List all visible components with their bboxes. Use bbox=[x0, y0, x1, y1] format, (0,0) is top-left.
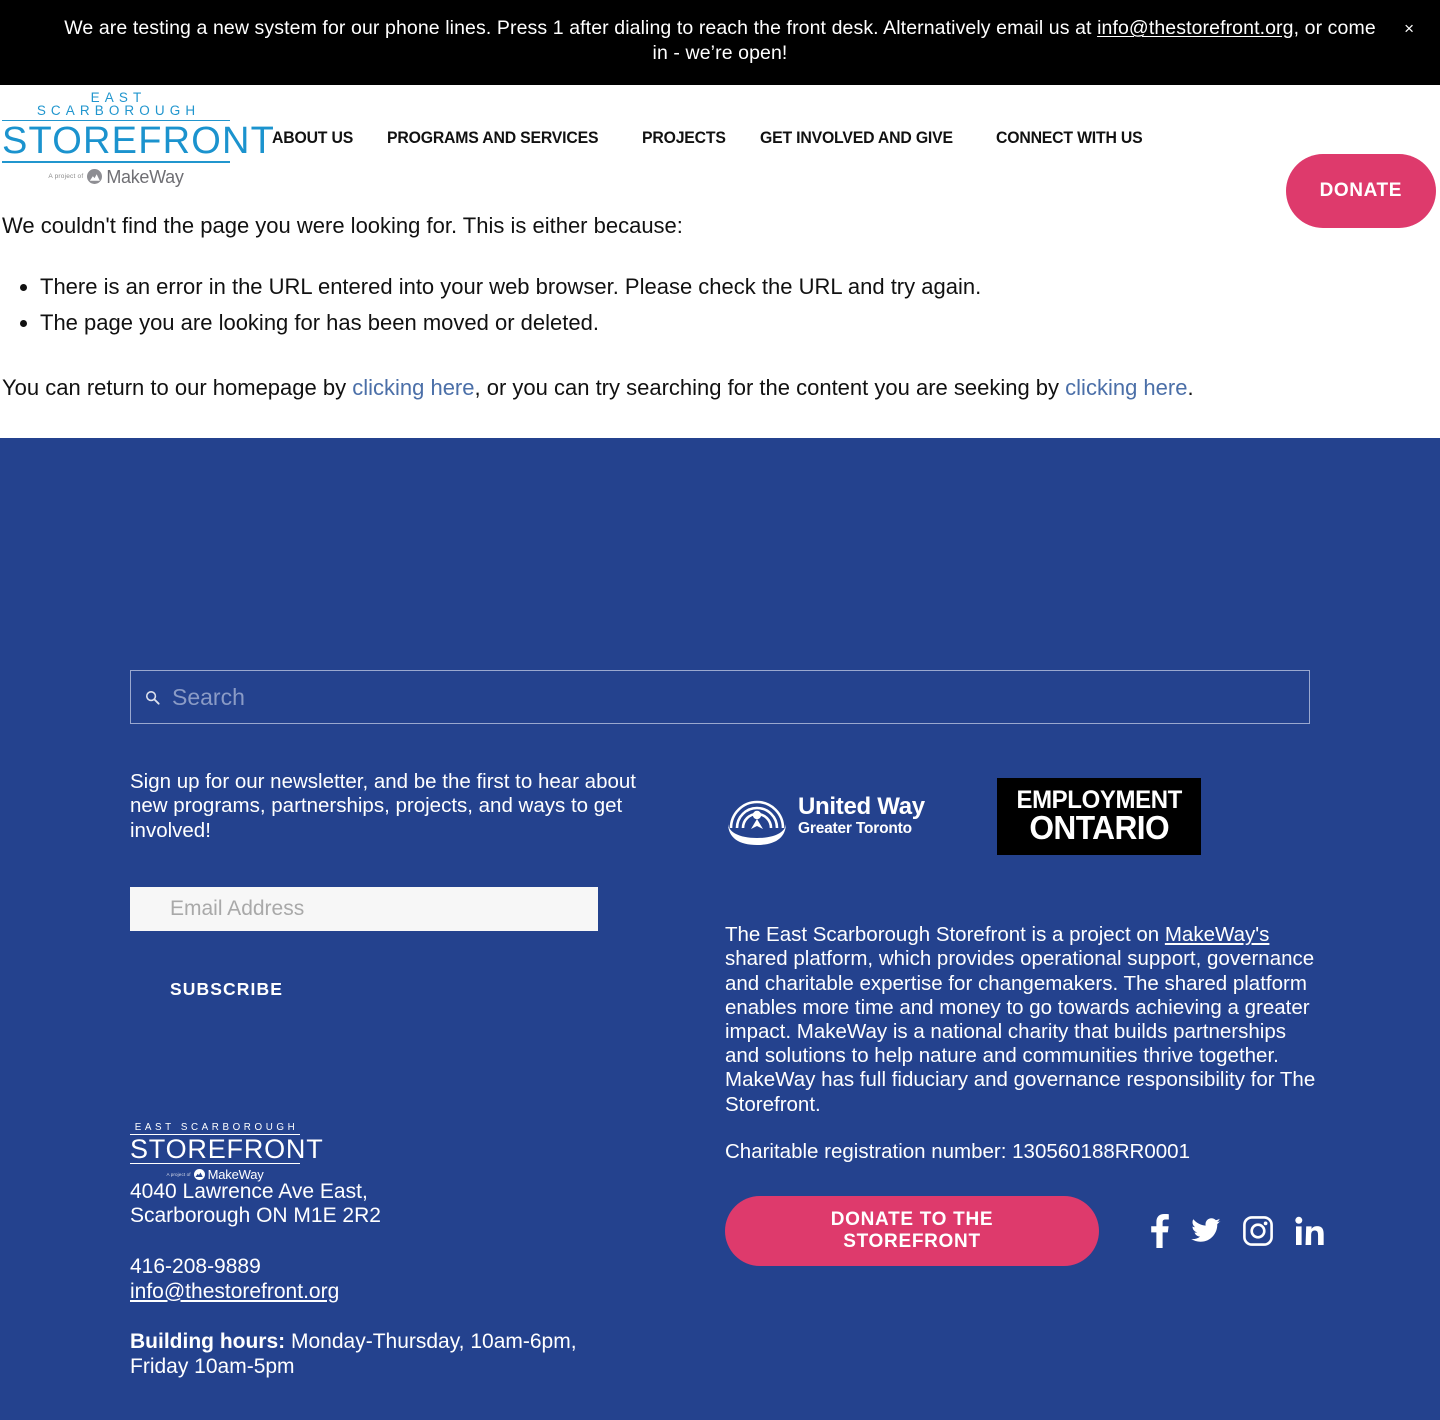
outro-part-1: You can return to our homepage by bbox=[2, 375, 353, 401]
close-icon[interactable]: × bbox=[1400, 16, 1418, 41]
footer-logo-wordmark: STOREFRONT bbox=[130, 1133, 324, 1164]
page-content bbox=[0, 192, 1440, 439]
nav-item-programs-and-services[interactable]: PROGRAMS AND SERVICES bbox=[387, 128, 599, 148]
building-hours-line-1: Monday-Thursday, 10am-6pm, bbox=[285, 1330, 577, 1354]
linkedin-icon[interactable] bbox=[1295, 1216, 1325, 1246]
makeway-description-part-2: shared platform, which provides operational support, governance and charitable expertise for changemakers. The shared platform enables more time and money to go towards achieving a greater impact. MakeWay is a national charity that builds partnerships and solutions to help nature and communities thrive together. MakeWay has full fiduciary and governance responsibility for The Storefront. bbox=[725, 947, 1316, 1116]
contact-info bbox=[130, 1255, 725, 1304]
united-way-name: United Way bbox=[798, 793, 925, 821]
twitter-icon[interactable] bbox=[1191, 1218, 1221, 1244]
announcement-text-after: , or come in - we’re open! bbox=[652, 17, 1376, 65]
donate-to-storefront-button[interactable]: DONATE TO THE STOREFRONT bbox=[725, 1196, 1099, 1266]
donate-button[interactable]: DONATE bbox=[1286, 154, 1436, 228]
footer-cta-row bbox=[725, 1196, 1325, 1266]
makeway-link[interactable]: MakeWay's bbox=[1164, 923, 1270, 947]
list-item: • The page you are looking for has been moved or deleted. bbox=[40, 307, 1440, 339]
nav-item-connect-with-us[interactable]: CONNECT WITH US bbox=[995, 128, 1143, 148]
footer-logo-makeway-prefix: A project of bbox=[166, 1171, 191, 1177]
site-header bbox=[0, 85, 1440, 201]
employment-ontario-line-2: ONTARIO bbox=[1029, 808, 1169, 846]
logo-makeway-name: MakeWay bbox=[106, 166, 184, 187]
facebook-icon[interactable] bbox=[1149, 1214, 1169, 1248]
makeway-description-part-1: The East Scarborough Storefront is a project on bbox=[725, 923, 1165, 947]
logo-makeway-lockup bbox=[2, 163, 230, 186]
united-way-icon bbox=[725, 788, 789, 846]
email-field[interactable] bbox=[130, 887, 598, 931]
partner-logos bbox=[725, 778, 1325, 855]
announcement-email-link[interactable]: info@thestorefront.org bbox=[1097, 17, 1294, 39]
outro-part-2: , or you can try searching for the content you are seeking by bbox=[474, 375, 1066, 401]
footer-logo[interactable] bbox=[130, 1121, 324, 1182]
nav-item-about-us[interactable]: ABOUT US bbox=[272, 128, 354, 148]
error-outro-text bbox=[0, 344, 1440, 404]
nav-item-get-involved-and-give[interactable]: GET INVOLVED AND GIVE bbox=[760, 128, 954, 148]
site-footer bbox=[0, 438, 1440, 1420]
address-line-1: 4040 Lawrence Ave East, bbox=[130, 1179, 368, 1203]
footer-right-column bbox=[725, 770, 1325, 1379]
united-way-logo[interactable] bbox=[725, 788, 925, 846]
announcement-bar bbox=[0, 0, 1440, 85]
primary-navigation bbox=[272, 128, 1153, 148]
footer-logo-eyebrow-text: EAST SCARBOROUGH bbox=[130, 1122, 300, 1135]
building-hours bbox=[130, 1330, 725, 1379]
address bbox=[130, 1180, 725, 1229]
footer-left-column bbox=[130, 770, 725, 1379]
subscribe-button[interactable]: SUBSCRIBE bbox=[170, 978, 283, 999]
instagram-icon[interactable] bbox=[1243, 1216, 1273, 1246]
logo-eyebrow-text: EAST SCARBOROUGH bbox=[2, 91, 230, 121]
makeway-description bbox=[725, 923, 1325, 1117]
makeway-mountain-icon bbox=[87, 169, 102, 184]
announcement-text-before: We are testing a new system for our phone lines. Press 1 after dialing to reach the front desk. Alternatively email us at bbox=[64, 17, 1098, 39]
outro-part-3: . bbox=[1187, 375, 1194, 401]
footer-search[interactable] bbox=[130, 670, 1310, 724]
phone-number[interactable]: 416-208-9889 bbox=[130, 1255, 261, 1279]
search-icon bbox=[145, 690, 160, 705]
email-link[interactable]: info@thestorefront.org bbox=[130, 1279, 340, 1303]
search-link[interactable]: clicking here bbox=[1065, 375, 1188, 401]
employment-ontario-line-1: EMPLOYMENT bbox=[1016, 786, 1182, 815]
logo-wordmark: STOREFRONT bbox=[2, 119, 276, 162]
address-line-2: Scarborough ON M1E 2R2 bbox=[130, 1204, 381, 1228]
homepage-link[interactable]: clicking here bbox=[352, 375, 475, 401]
makeway-mountain-icon bbox=[194, 1169, 205, 1180]
employment-ontario-logo[interactable] bbox=[997, 778, 1201, 855]
nav-item-projects[interactable]: PROJECTS bbox=[642, 128, 727, 148]
building-hours-line-2: Friday 10am-5pm bbox=[130, 1354, 295, 1378]
logo-makeway-prefix: A project of bbox=[48, 172, 84, 180]
site-logo[interactable] bbox=[2, 89, 276, 187]
building-hours-label: Building hours: bbox=[130, 1330, 286, 1354]
error-reason-list bbox=[0, 271, 1440, 340]
newsletter-description: Sign up for our newsletter, and be the first to hear about new programs, partnerships, projects, and ways to get involved! bbox=[130, 770, 636, 842]
social-links bbox=[1149, 1214, 1325, 1248]
list-item: • There is an error in the URL entered into your web browser. Please check the URL and try again. bbox=[40, 271, 1440, 303]
search-input[interactable] bbox=[170, 683, 1295, 712]
united-way-region: Greater Toronto bbox=[798, 820, 912, 838]
charity-registration-number: Charitable registration number: 130560188RR0001 bbox=[725, 1139, 1190, 1163]
error-intro-text: We couldn't find the page you were looking for. This is either because: bbox=[2, 212, 683, 238]
footer-logo-makeway-name: MakeWay bbox=[207, 1166, 264, 1182]
